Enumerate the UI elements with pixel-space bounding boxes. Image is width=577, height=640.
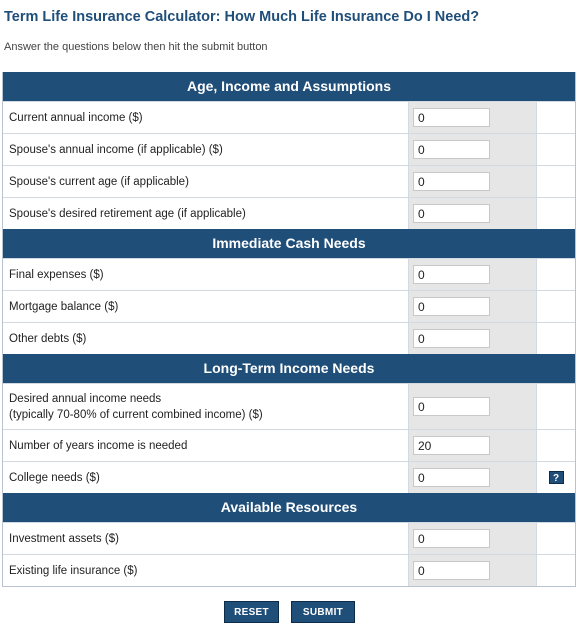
college-needs-input[interactable] [413, 468, 490, 487]
years-needed-label: Number of years income is needed [9, 439, 188, 452]
mortgage-balance-input[interactable] [413, 297, 490, 316]
spouse-retirement-age-input[interactable] [413, 204, 490, 223]
current-income-label: Current annual income ($) [9, 111, 143, 124]
desired-income-label-line1: Desired annual income needs [9, 392, 162, 405]
investment-assets-label: Investment assets ($) [9, 532, 119, 545]
existing-insurance-label: Existing life insurance ($) [9, 564, 138, 577]
input-cell [408, 523, 536, 554]
desired-income-input[interactable] [413, 397, 490, 416]
row-spouse-income [3, 133, 575, 165]
row-spouse-age [3, 165, 575, 197]
final-expenses-input[interactable] [413, 265, 490, 284]
input-cell [408, 430, 536, 461]
help-cell [536, 259, 575, 290]
section-header-cash-needs: Immediate Cash Needs [3, 229, 575, 258]
help-cell [536, 166, 575, 197]
investment-assets-input[interactable] [413, 529, 490, 548]
spouse-age-input[interactable] [413, 172, 490, 191]
spouse-income-input[interactable] [413, 140, 490, 159]
years-needed-input[interactable] [413, 436, 490, 455]
college-needs-label: College needs ($) [9, 471, 100, 484]
input-cell [408, 462, 536, 493]
current-income-input[interactable] [413, 108, 490, 127]
help-cell [536, 323, 575, 354]
input-cell [408, 134, 536, 165]
calculator-form [2, 72, 576, 587]
help-cell [536, 291, 575, 322]
row-investment-assets [3, 522, 575, 554]
section-header-income-needs: Long-Term Income Needs [3, 354, 575, 383]
other-debts-input[interactable] [413, 329, 490, 348]
input-cell [408, 198, 536, 229]
input-cell [408, 259, 536, 290]
help-cell [536, 462, 575, 493]
row-current-income [3, 101, 575, 133]
help-cell [536, 523, 575, 554]
submit-button[interactable]: SUBMIT [291, 601, 355, 623]
section-header-age-income: Age, Income and Assumptions [3, 72, 575, 101]
help-cell [536, 555, 575, 586]
form-buttons [0, 601, 577, 623]
page-title: Term Life Insurance Calculator: How Much Life Insurance Do I Need? [4, 9, 480, 25]
row-years-needed [3, 429, 575, 461]
other-debts-label: Other debts ($) [9, 332, 87, 345]
row-existing-insurance [3, 554, 575, 586]
input-cell [408, 323, 536, 354]
help-cell [536, 102, 575, 133]
row-college-needs [3, 461, 575, 493]
row-other-debts [3, 322, 575, 354]
input-cell [408, 555, 536, 586]
help-cell [536, 384, 575, 429]
row-desired-income [3, 383, 575, 429]
help-cell [536, 198, 575, 229]
input-cell [408, 102, 536, 133]
help-cell [536, 134, 575, 165]
page-instructions: Answer the questions below then hit the submit button [4, 41, 268, 53]
row-final-expenses [3, 258, 575, 290]
spouse-retirement-age-label: Spouse's desired retirement age (if applicable) [9, 207, 246, 220]
reset-button[interactable]: RESET [224, 601, 279, 623]
mortgage-balance-label: Mortgage balance ($) [9, 300, 119, 313]
final-expenses-label: Final expenses ($) [9, 268, 104, 281]
help-cell [536, 430, 575, 461]
existing-insurance-input[interactable] [413, 561, 490, 580]
row-mortgage-balance [3, 290, 575, 322]
input-cell [408, 384, 536, 429]
spouse-age-label: Spouse's current age (if applicable) [9, 175, 189, 188]
input-cell [408, 291, 536, 322]
desired-income-label [3, 384, 408, 429]
help-icon[interactable]: ? [549, 471, 564, 484]
section-header-resources: Available Resources [3, 493, 575, 522]
row-spouse-retirement-age [3, 197, 575, 229]
desired-income-label-line2: (typically 70-80% of current combined income) ($) [9, 408, 263, 421]
input-cell [408, 166, 536, 197]
spouse-income-label: Spouse's annual income (if applicable) ($) [9, 143, 223, 156]
